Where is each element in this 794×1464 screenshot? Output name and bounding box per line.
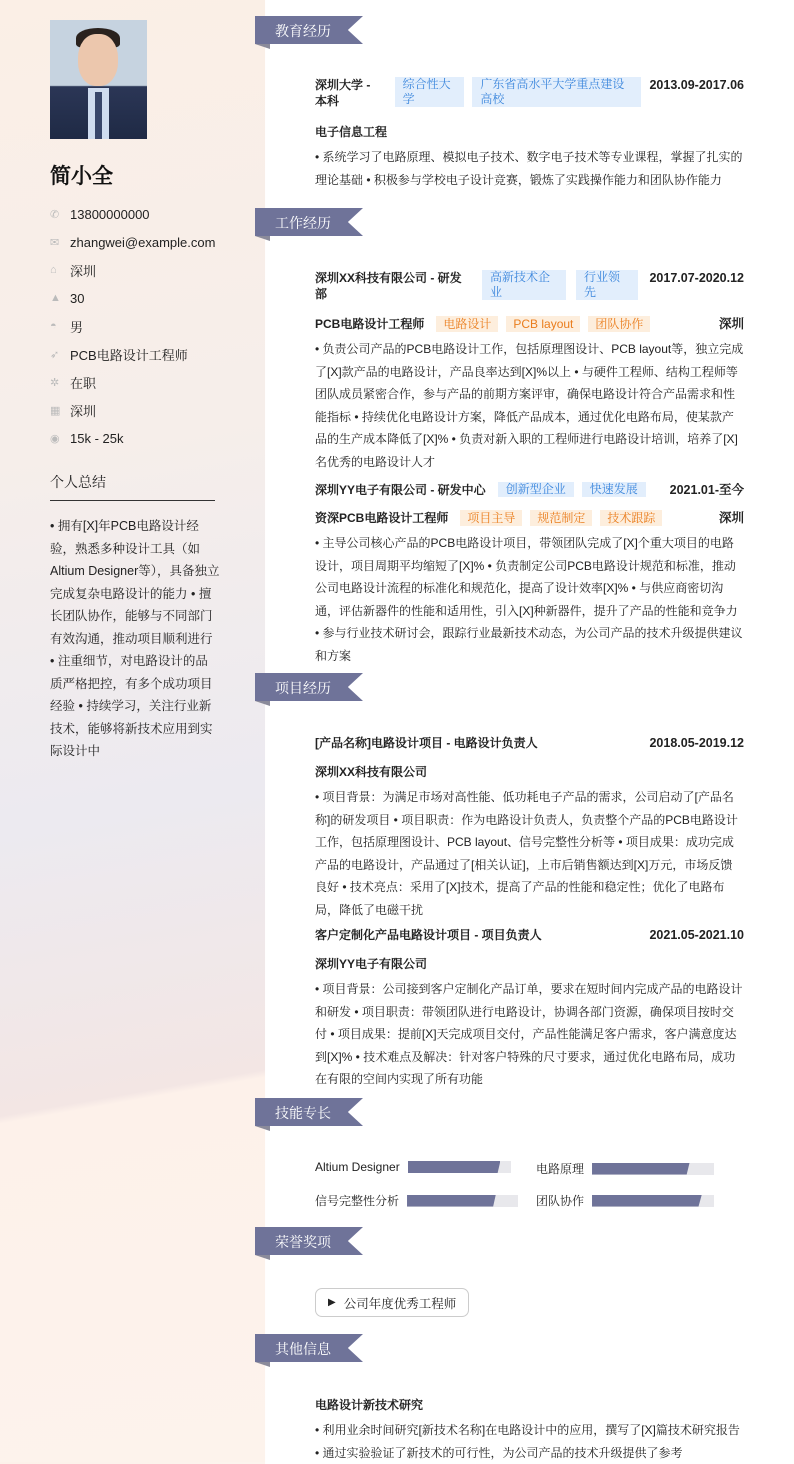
- skill-item: 团队协作: [536, 1192, 714, 1209]
- education-date: 2013.09-2017.06: [649, 78, 744, 92]
- award-item[interactable]: ▶ 公司年度优秀工程师: [315, 1288, 469, 1317]
- mail-icon: ✉: [50, 236, 60, 249]
- project-desc: • 项目背景：为满足市场对高性能、低功耗电子产品的需求，公司启动了[产品名称]的研发项目 • 项目职责：作为电路设计负责人，负责整个产品的PCB电路设计工作，包括原理图设计、PCB layout、信号完整性分析等 • 项目成果：成功完成产品的电路设计，产品通过了[相关认证]，上市后销售额达到[X]万元，市场反馈良好 • 技术亮点：采用了[X]技术，提高了产品的性能和稳定性；优化了电路布局，降低了电磁干扰: [315, 790, 738, 917]
- other-desc: • 利用业余时间研究[新技术名称]在电路设计中的应用，撰写了[X]篇技术研究报告 • 通过实验验证了新技术的可行性，为公司产品的技术升级提供了参考: [315, 1423, 740, 1460]
- project-title: 客户定制化产品电路设计项目 - 项目负责人: [315, 928, 542, 942]
- project-desc: • 项目背景：公司接到客户定制化产品订单，要求在短时间内完成产品的电路设计和研发 • 项目职责：带领团队进行电路设计，协调各部门资源，确保项目按时交付 • 项目成果：提前[X]天完成项目交付，产品性能满足客户需求，客户满意度达到[X]% • 技术难点及解决：针对客户特殊的尺寸要求，通过优化电路布局，成功在有限的空间内实现了所有功能: [315, 982, 743, 1086]
- skill-tag: 技术跟踪: [600, 510, 662, 526]
- contact-item: ▲ 30: [50, 290, 85, 306]
- contact-item: ➶ PCB电路设计工程师: [50, 347, 188, 363]
- work-date: 2021.01-至今: [669, 483, 744, 497]
- skill-tag: 团队协作: [588, 316, 650, 332]
- work-city: 深圳: [718, 511, 744, 525]
- job-title: 资深PCB电路设计工程师: [315, 511, 449, 525]
- education-desc: • 系统学习了电路原理、模拟电子技术、数字电子技术等专业课程，掌握了扎实的理论基础 • 积极参与学校电子设计竞赛，锻炼了实践操作能力和团队协作能力: [315, 150, 743, 187]
- company-tag: 快速发展: [582, 482, 646, 497]
- contact-item: ✉ zhangwei@example.com: [50, 234, 216, 250]
- section-header-awards: 荣誉奖项: [255, 1227, 363, 1255]
- project-entry: [315, 927, 744, 1091]
- company-tag: 高新技术企业: [482, 270, 566, 300]
- contact-item: ⌂ 深圳: [50, 263, 97, 279]
- skill-item: Altium Designer: [315, 1160, 511, 1174]
- other-title: 电路设计新技术研究: [315, 1398, 424, 1412]
- skill-item: 电路原理: [536, 1160, 714, 1177]
- company-name: 深圳XX科技有限公司 - 研发部: [315, 271, 462, 301]
- skill-tag: 项目主导: [460, 510, 522, 526]
- skill-bar-fill: [592, 1195, 702, 1207]
- school-name: 深圳大学 - 本科: [315, 78, 371, 108]
- section-header-education: 教育经历: [255, 16, 363, 44]
- phone-icon: ✆: [50, 208, 60, 221]
- contact-item: ◓ 男: [50, 319, 84, 335]
- skill-tag: PCB layout: [506, 316, 580, 332]
- skill-bar-fill: [408, 1161, 501, 1173]
- project-date: 2018.05-2019.12: [649, 736, 744, 750]
- section-header-projects: 项目经历: [255, 673, 363, 701]
- building-icon: ▦: [50, 404, 61, 417]
- contact-item: ✲ 在职: [50, 375, 97, 391]
- section-header-work: 工作经历: [255, 208, 363, 236]
- section-header-other: 其他信息: [255, 1334, 363, 1362]
- project-date: 2021.05-2021.10: [649, 928, 744, 942]
- job-title: PCB电路设计工程师: [315, 317, 425, 331]
- school-tag: 综合性大学: [395, 77, 465, 107]
- summary-title: 个人总结: [50, 472, 215, 501]
- work-entry: [315, 270, 744, 473]
- other-entry: [315, 1396, 744, 1464]
- school-tag: 广东省高水平大学重点建设高校: [472, 77, 641, 107]
- project-company: 深圳YY电子有限公司: [315, 957, 428, 971]
- work-city: 深圳: [718, 317, 744, 331]
- work-desc: • 负责公司产品的PCB电路设计工作，包括原理图设计、PCB layout等，独立完成了[X]款产品的电路设计，产品良率达到[X]%以上 • 与硬件工程师、结构工程师等团队成员紧密合作，参与产品的前期方案评审，确保电路设计符合产品需求和性能指标 • 持续优化电路设计方案，降低产品成本，通过优化电路布局，使某款产品的生产成本降低了[X]% • 负责对新入职的工程师进行电路设计培训，培养了[X]名优秀的电路设计人才: [315, 342, 744, 469]
- project-company: 深圳XX科技有限公司: [315, 765, 428, 779]
- skill-bar-fill: [592, 1163, 690, 1175]
- section-header-skills: 技能专长: [255, 1098, 363, 1126]
- home-icon: ⌂: [50, 264, 57, 276]
- work-desc: • 主导公司核心产品的PCB电路设计项目，带领团队完成了[X]个重大项目的电路设计，项目周期平均缩短了[X]% • 负责制定公司PCB电路设计规范和标准，推动公司电路设计流程的标准化和规范化，提高了设计效率[X]% • 与供应商密切沟通，评估新器件的性能和适用性，引入[X]种新器件，提升了产品的性能和竞争力 • 参与行业技术研讨会，跟踪行业最新技术动态，为公司产品的技术升级提供建议和方案: [315, 536, 743, 663]
- major: 电子信息工程: [315, 125, 388, 139]
- company-tag: 创新型企业: [498, 482, 574, 497]
- work-date: 2017.07-2020.12: [649, 271, 744, 285]
- skill-bar-fill: [407, 1195, 496, 1207]
- project-title: [产品名称]电路设计项目 - 电路设计负责人: [315, 736, 538, 750]
- avatar: [50, 20, 147, 139]
- skill-item: 信号完整性分析: [315, 1192, 518, 1209]
- project-entry: [315, 735, 744, 921]
- profile-name: 简小全: [50, 165, 113, 188]
- play-icon: ▶: [328, 1297, 336, 1308]
- contact-item: ✆ 13800000000: [50, 206, 150, 222]
- gender-icon: ◓: [50, 320, 57, 332]
- status-icon: ✲: [50, 376, 60, 389]
- age-icon: ▲: [50, 292, 61, 304]
- skill-tag: 规范制定: [530, 510, 592, 526]
- skill-tag: 电路设计: [436, 316, 498, 332]
- send-icon: ➶: [50, 348, 60, 361]
- sidebar: [0, 0, 265, 1462]
- contact-item: ▦ 深圳: [50, 403, 97, 419]
- summary-text: • 拥有[X]年PCB电路设计经验，熟悉多种设计工具（如Altium Designer等），具备独立完成复杂电路设计的能力 • 擅长团队协作，能够与不同部门有效沟通，推动项目顺利进行 • 注重细节，对电路设计的品质严格把控，有多个成功项目经验 • 持续学习，关注行业新技术，能够将新技术应用到实际设计中: [50, 519, 220, 758]
- salary-icon: ◉: [50, 432, 60, 445]
- contact-list: [50, 200, 215, 452]
- contact-item: ◉ 15k - 25k: [50, 430, 124, 446]
- company-name: 深圳YY电子有限公司 - 研发中心: [315, 483, 486, 497]
- work-entry: [315, 482, 744, 667]
- company-tag: 行业领先: [576, 270, 638, 300]
- education-entry: [315, 77, 744, 191]
